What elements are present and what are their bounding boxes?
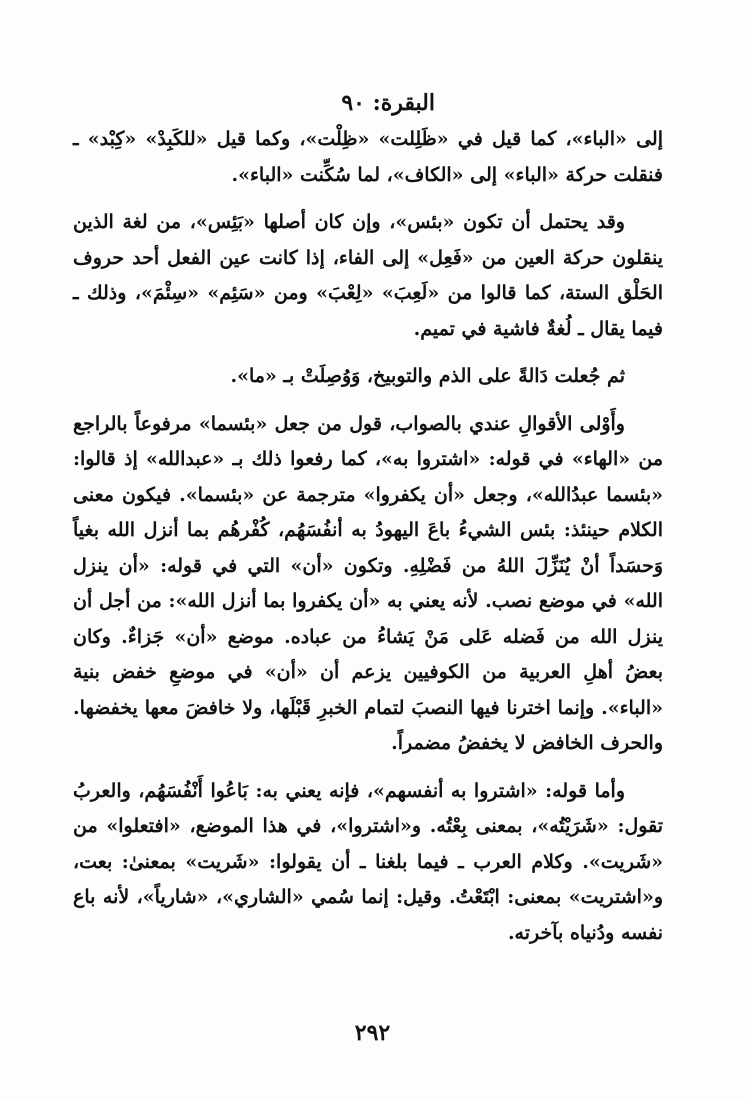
page-header: البقرة: ٩٠ [341, 90, 435, 116]
paragraph-bi-s-origin: وقد يحتمل أن تكون «بئس»، وإن كان أصلها «بَئِس»، من لغة الذين ينقلون حركة العين من «فَعِل» إلى الفاء، إذا كانت عين الفعل أحد حروف الحَلْق الستة، كما قالوا من «لَعِبَ» «لِعْبَ» ومن «سَئِم» «سِئْمَ»، وذلك ـ فيما يقال ـ لُغةٌ فاشية في تميم. [73, 211, 663, 340]
paragraph-continuation: إلى «الباء»، كما قيل في «ظَلِلت» «ظِلْت»، وكما قيل «للكَبِدْ» «كِبْد» ـ فنقلت حركة «الباء» إلى «الكاف»، لما سُكِّنت «الباء». [73, 128, 663, 186]
paragraph-blame-usage: ثم جُعلت دَالةً على الذم والتوبيخ، وَوُصِلَتْ بـ «ما». [230, 365, 625, 387]
paragraph-preferred-opinion: وأَوْلى الأقوالِ عندي بالصواب، قول من جعل «بئسما» مرفوعاً بالراجع من «الهاء» في قوله: «اشتروا به»، كما رفعوا ذلك بـ «عبدالله» إذ قالوا: «بئسما عبدُالله»، وجعل «أن يكفروا» مترجمة عن «بئسما». فيكون معنى الكلام حينئذ: بئس الشيءُ باعَ اليهودُ به أنفُسَهُم، كُفْرهُم بما أنزل الله بغياً وَحسَداً أنْ يُنَزِّلَ اللهُ من فَضْلِهِ. وتكون «أن» التي في قوله: «أن ينزل الله» في موضع نصب. لأنه يعني به «أن يكفروا بما أنزل الله»: من أجل أن ينزل الله من فَضله عَلى مَنْ يَشاءُ من عباده. موضع «أن» جَزاءٌ. وكان بعضُ أهلِ العربية من الكوفيين يزعم أن «أن» في موضعِ خفض بنية «الباء». وإنما اخترنا فيها النصبَ لتمام الخبرِ قَبْلَها، ولا خافضَ معها يخفضها. والحرف الخافض لا يخفضُ مضمراً. [73, 412, 663, 754]
page-body [73, 122, 663, 951]
paragraph-ishtaraw-meaning: وأما قوله: «اشتروا به أنفسهم»، فإنه يعني به: بَاعُوا أَنْفُسَهُم، والعربُ تقول: «شَرَيْتُه»، بمعنى بِعْتُه. و«اشتروا»، في هذا الموضع، «افتعلوا» من «شَريت». وكلام العرب ـ فيما بلغنا ـ أن يقولوا: «شَريت» بمعنىٰ: بعت، و«اشتريت» بمعنى: ابْتَعْتُ. وقيل: إنما سُمي «الشاري»، «شارياً»، لأنه باع نفسه ودُنياه بآخرته. [73, 779, 663, 944]
page-number: ٢٩٢ [354, 1020, 391, 1046]
